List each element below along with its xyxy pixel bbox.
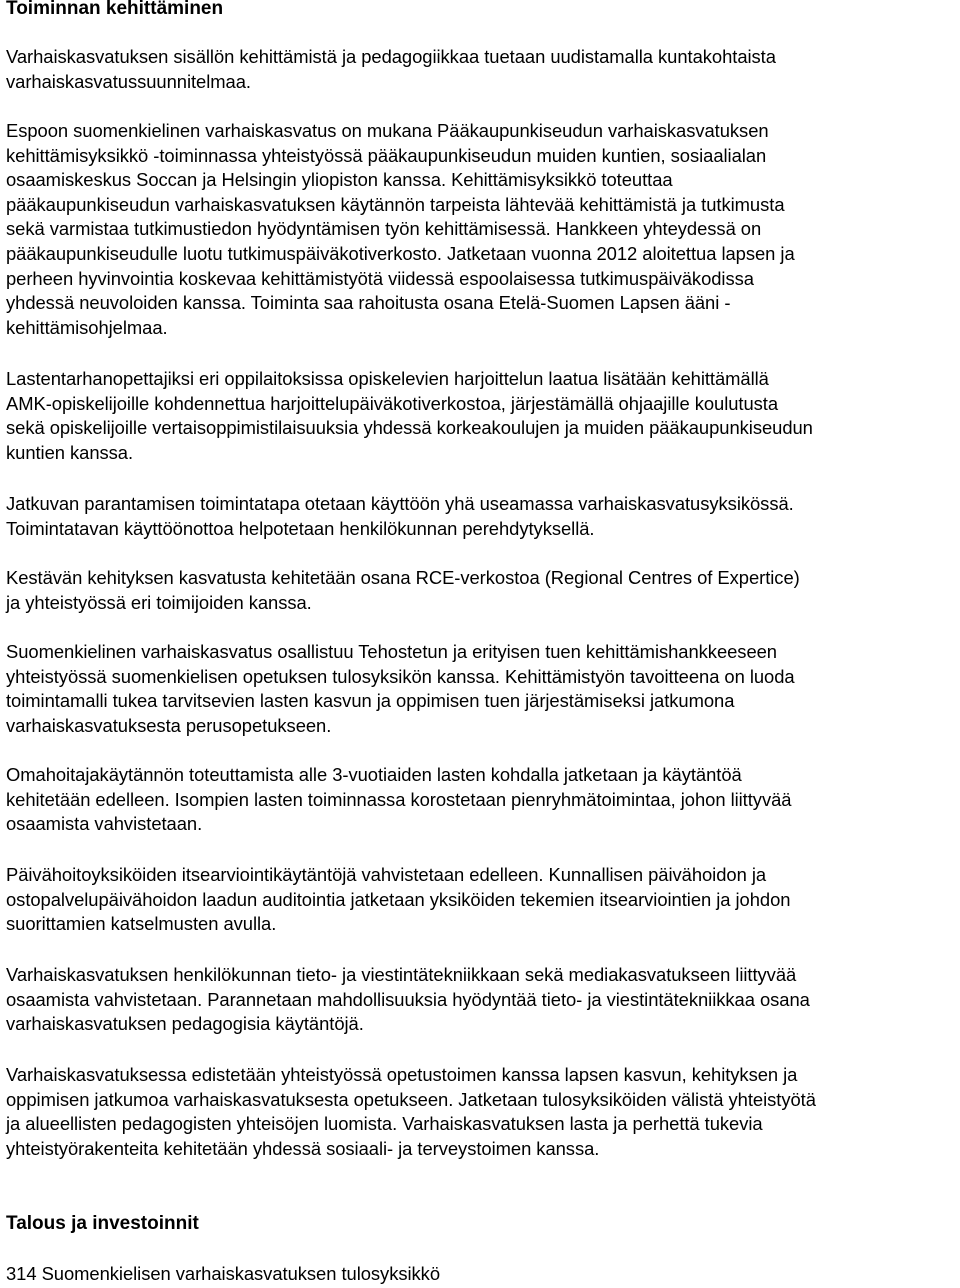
paragraph-line: osaamista vahvistetaan. [6,813,203,835]
paragraph-line: Päivähoitoyksiköiden itsearviointikäytäntöjä vahvistetaan edelleen. Kunnallisen päivähoidon ja [6,864,767,885]
section-heading-talous-ja-investoinnit: Talous ja investoinnit [6,1213,199,1234]
paragraph [6,863,790,937]
paragraph-line: Varhaiskasvatuksen henkilökunnan tieto- ja viestintätekniikkaan sekä mediakasvatukseen liittyvää [6,964,797,985]
paragraph [6,492,794,541]
paragraph-line: yhdessä neuvoloiden kanssa. Toiminta saa rahoitusta osana Etelä-Suomen Lapsen ääni - [6,292,731,314]
section-heading-toiminnan-kehittaminen: Toiminnan kehittäminen [6,0,224,19]
paragraph [6,640,795,738]
paragraph [6,45,776,94]
paragraph-line: pääkaupunkiseudun varhaiskasvatuksen käytännön tarpeista lähtevää kehittämistä ja tutkimusta [6,193,785,215]
paragraph-line: Kestävän kehityksen kasvatusta kehitetään osana RCE-verkostoa (Regional Centres of Expertice) [6,567,800,588]
paragraph-line: Varhaiskasvatuksessa edistetään yhteistyössä opetustoimen kanssa lapsen kasvun, kehityksen ja [6,1064,798,1085]
paragraph-line: kehitetään edelleen. Isompien lasten toiminnassa korostetaan pienryhmätoimintaa, johon liittyvää [6,788,792,810]
paragraph-line: Varhaiskasvatuksen sisällön kehittämistä ja pedagogiikkaa tuetaan uudistamalla kuntakohtaista [6,46,776,67]
paragraph-line: Suomenkielinen varhaiskasvatus osallistuu Tehostetun ja erityisen tuen kehittämishankkeeseen [6,641,777,662]
paragraph-line: sekä varmistaa tutkimustiedon hyödyntämisen työn kehittämisessä. Hankkeen yhteydessä on [6,218,762,240]
paragraph [6,763,791,837]
paragraph-line: Toimintatavan käyttöönottoa helpotetaan henkilökunnan perehdytyksellä. [6,517,595,539]
footer-text: 314 Suomenkielisen varhaiskasvatuksen tulosyksikkö [6,1263,440,1284]
paragraph-line: varhaiskasvatussuunnitelmaa. [6,70,251,92]
paragraph-line: varhaiskasvatuksesta perusopetukseen. [6,714,332,736]
paragraph-line: ja alueellisten pedagogisten yhteisöjen luomista. Varhaiskasvatuksen lasta ja perhettä tukevia [6,1113,763,1135]
paragraph-line: Lastentarhanopettajiksi eri oppilaitoksissa opiskelevien harjoittelun laatua lisätään kehittämällä [6,368,769,389]
paragraph [6,367,813,465]
paragraph-line: osaamista vahvistetaan. Parannetaan mahdollisuuksia hyödyntää tieto- ja viestintätekniikkaa osana [6,988,810,1010]
paragraph-line: varhaiskasvatuksen pedagogisia käytäntöjä. [6,1013,364,1035]
paragraph [6,119,795,340]
paragraph-line: Omahoitajakäytännön toteuttamista alle 3-vuotiaiden lasten kohdalla jatketaan ja käytäntöä [6,764,742,785]
paragraph-line: osaamiskeskus Soccan ja Helsingin yliopiston kanssa. Kehittämisyksikkö toteuttaa [6,169,673,191]
paragraph-line: kehittämisohjelmaa. [6,316,168,338]
paragraph-line: yhteistyörakenteita kehitetään yhdessä sosiaali- ja terveystoimen kanssa. [6,1137,600,1159]
paragraph-line: toimintamalli tukea tarvitsevien lasten kasvun ja oppimisen tuen järjestämiseksi jatkumona [6,690,735,712]
paragraph [6,963,810,1037]
paragraph [6,566,800,615]
paragraph-line: kehittämisyksikkö -toiminnassa yhteistyössä pääkaupunkiseudun muiden kuntien, sosiaalialan [6,144,767,166]
paragraph-line: perheen hyvinvointia koskevaa kehittämistyötä viidessä espoolaisessa tutkimuspäiväkodissa [6,267,754,289]
paragraph-line: pääkaupunkiseudulle luotu tutkimuspäiväkotiverkosto. Jatketaan vuonna 2012 aloitettua lapsen ja [6,242,795,264]
paragraph-line: ostopalvelupäivähoidon laadun auditointia jatketaan yksiköiden tekemien itsearviointien ja johdon [6,888,791,910]
paragraph-line: suorittamien katselmusten avulla. [6,913,277,935]
paragraph-line: AMK-opiskelijoille kohdennettua harjoittelupäiväkotiverkostoa, järjestämällä ohjaajille koulutusta [6,392,779,414]
paragraph-line: Jatkuvan parantamisen toimintatapa otetaan käyttöön yhä useamassa varhaiskasvatusyksikössä. [6,493,794,514]
paragraph-line: sekä opiskelijoille vertaisoppimistilaisuuksia yhdessä korkeakoulujen ja muiden pääkaupunkiseudun [6,417,813,439]
paragraph [6,1063,816,1161]
paragraph-line: kuntien kanssa. [6,441,134,463]
paragraph-line: ja yhteistyössä eri toimijoiden kanssa. [6,591,312,613]
paragraph-line: Espoon suomenkielinen varhaiskasvatus on mukana Pääkaupunkiseudun varhaiskasvatuksen [6,120,769,141]
paragraph-line: yhteistyössä suomenkielisen opetuksen tulosyksikön kanssa. Kehittämistyön tavoitteena on luoda [6,665,795,687]
paragraph-line: oppimisen jatkumoa varhaiskasvatuksesta opetukseen. Jatketaan tulosyksiköiden välistä yhteistyötä [6,1088,816,1110]
